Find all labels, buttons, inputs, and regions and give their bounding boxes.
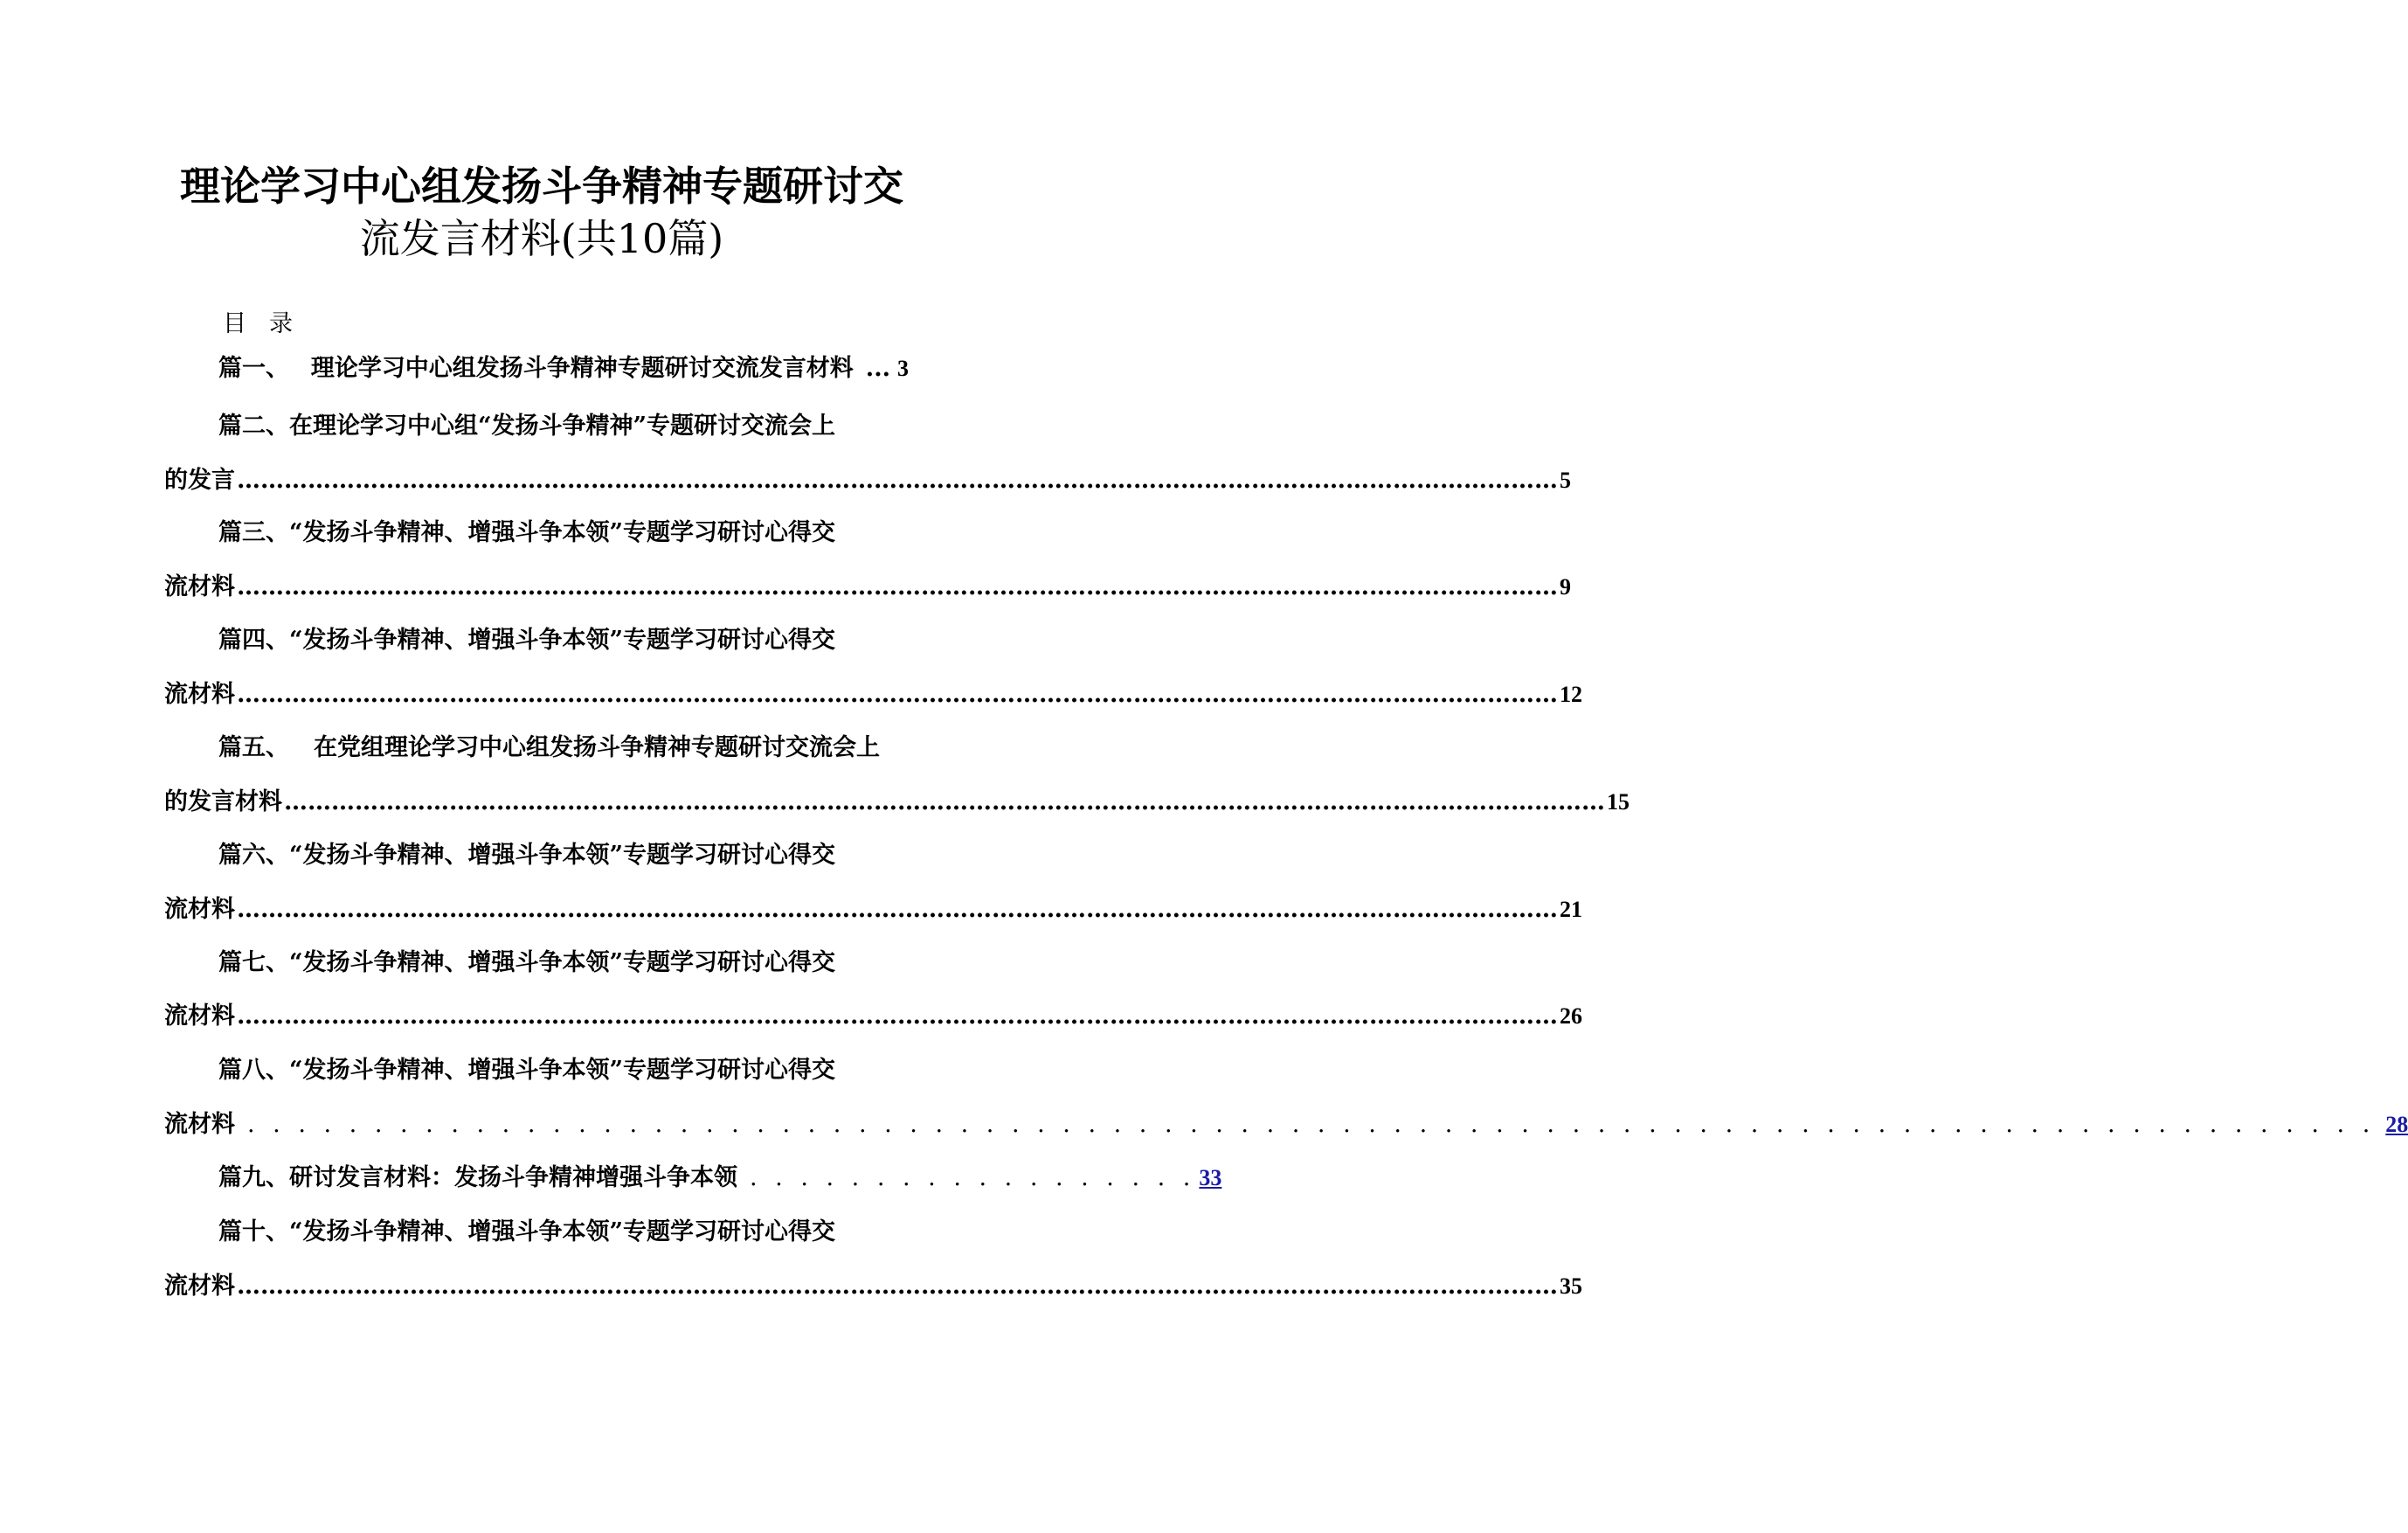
toc-entry-title: “发扬斗争精神、增强斗争本领”专题学习研讨心得交 xyxy=(289,842,836,869)
toc-entry-title: 研讨发言材料：发扬斗争精神增强斗争本领 xyxy=(289,1164,737,1191)
toc-entry-leader xyxy=(237,1269,1558,1304)
toc-entry-3-line-2[interactable] xyxy=(164,570,1571,605)
toc-entry-leader xyxy=(237,570,1558,605)
toc-entry-title-cont: 的发言材料 xyxy=(164,788,282,815)
toc-entry-title-cont: 流材料 xyxy=(164,1002,235,1030)
toc-entry-title: 理论学习中心组发扬斗争精神专题研讨交流发言材料 xyxy=(310,355,854,382)
toc-entry-label: 篇二、 xyxy=(218,413,289,440)
toc-entry-label: 篇三、 xyxy=(218,519,289,546)
toc-entry-leader xyxy=(237,463,1558,498)
toc-entry-title: “发扬斗争精神、增强斗争本领”专题学习研讨心得交 xyxy=(289,519,836,546)
toc-entry-leader xyxy=(237,892,1558,927)
toc-entry-5-line-1[interactable] xyxy=(218,731,880,766)
toc-entry-6-line-1[interactable] xyxy=(218,838,835,873)
toc-entry-title: 在理论学习中心组“发扬斗争精神”专题研讨交流会上 xyxy=(289,413,836,440)
toc-page-number: 35 xyxy=(1560,1273,1582,1299)
toc-entry-label: 篇五、 xyxy=(218,734,289,761)
document-title-line-2: 流发言材料(共10篇) xyxy=(359,215,724,262)
toc-page-number: 21 xyxy=(1560,897,1582,922)
toc-entry-title: 在党组理论学习中心组发扬斗争精神专题研讨交流会上 xyxy=(314,734,880,761)
toc-entry-label: 篇四、 xyxy=(218,627,289,654)
toc-entry-6-line-2[interactable] xyxy=(164,892,1582,927)
toc-entry-8-line-2[interactable] xyxy=(164,1107,2408,1142)
toc-heading: 目录 xyxy=(223,310,315,337)
toc-page-number: 3 xyxy=(897,356,909,381)
toc-entry-title-cont: 流材料 xyxy=(164,573,235,600)
toc-page-number: 12 xyxy=(1560,682,1582,707)
toc-entry-3-line-1[interactable] xyxy=(218,516,835,551)
toc-entry-title: “发扬斗争精神、增强斗争本领”专题学习研讨心得交 xyxy=(289,1057,836,1084)
toc-entry-10-line-1[interactable] xyxy=(218,1215,835,1250)
toc-page-number: 9 xyxy=(1560,574,1571,600)
toc-page-link[interactable]: 33 xyxy=(1199,1165,1222,1190)
toc-entry-leader xyxy=(284,785,1605,820)
toc-entry-leader: . . . . . . . . . . . . . . . . . . xyxy=(750,1164,1196,1191)
toc-entry-title-cont: 流材料 xyxy=(164,896,235,923)
toc-page-link[interactable]: 28 xyxy=(2385,1112,2408,1137)
toc-entry-label: 篇七、 xyxy=(218,949,289,976)
toc-entry-4-line-1[interactable] xyxy=(218,623,835,658)
toc-entry-label: 篇九、 xyxy=(218,1164,289,1191)
toc-page-number: 15 xyxy=(1607,789,1630,815)
toc-entry-label: 篇十、 xyxy=(218,1218,289,1245)
toc-entry-1[interactable] xyxy=(218,351,909,386)
document-title-line-1: 理论学习中心组发扬斗争精神专题研讨交 xyxy=(180,163,903,210)
toc-page-number: 5 xyxy=(1560,468,1571,493)
toc-entry-title-cont: 流材料 xyxy=(164,681,235,708)
toc-entry-title: “发扬斗争精神、增强斗争本领”专题学习研讨心得交 xyxy=(289,627,836,654)
toc-entry-4-line-2[interactable] xyxy=(164,677,1582,712)
toc-entry-8-line-1[interactable] xyxy=(218,1053,835,1088)
toc-page-number: 26 xyxy=(1560,1003,1582,1029)
toc-entry-title-cont: 流材料 xyxy=(164,1111,235,1138)
toc-entry-7-line-2[interactable] xyxy=(164,999,1582,1034)
toc-entry-label: 篇八、 xyxy=(218,1057,289,1084)
toc-entry-7-line-1[interactable] xyxy=(218,946,835,981)
toc-entry-leader xyxy=(237,999,1558,1034)
toc-entry-2-line-2[interactable] xyxy=(164,463,1571,498)
toc-entry-label: 篇一、 xyxy=(218,355,289,382)
toc-entry-title: “发扬斗争精神、增强斗争本领”专题学习研讨心得交 xyxy=(289,1218,836,1245)
toc-entry-label: 篇六、 xyxy=(218,842,289,869)
toc-entry-5-line-2[interactable] xyxy=(164,785,1630,820)
toc-entry-leader xyxy=(237,677,1558,712)
toc-entry-9[interactable] xyxy=(218,1161,1222,1196)
toc-entry-title: “发扬斗争精神、增强斗争本领”专题学习研讨心得交 xyxy=(289,949,836,976)
toc-entry-2-line-1[interactable] xyxy=(218,409,835,444)
toc-entry-leader xyxy=(247,1107,2375,1142)
toc-entry-title-cont: 流材料 xyxy=(164,1273,235,1300)
toc-entry-10-line-2[interactable] xyxy=(164,1269,1582,1304)
toc-entry-leader: ... xyxy=(865,355,890,382)
toc-entry-title-cont: 的发言 xyxy=(164,467,235,494)
